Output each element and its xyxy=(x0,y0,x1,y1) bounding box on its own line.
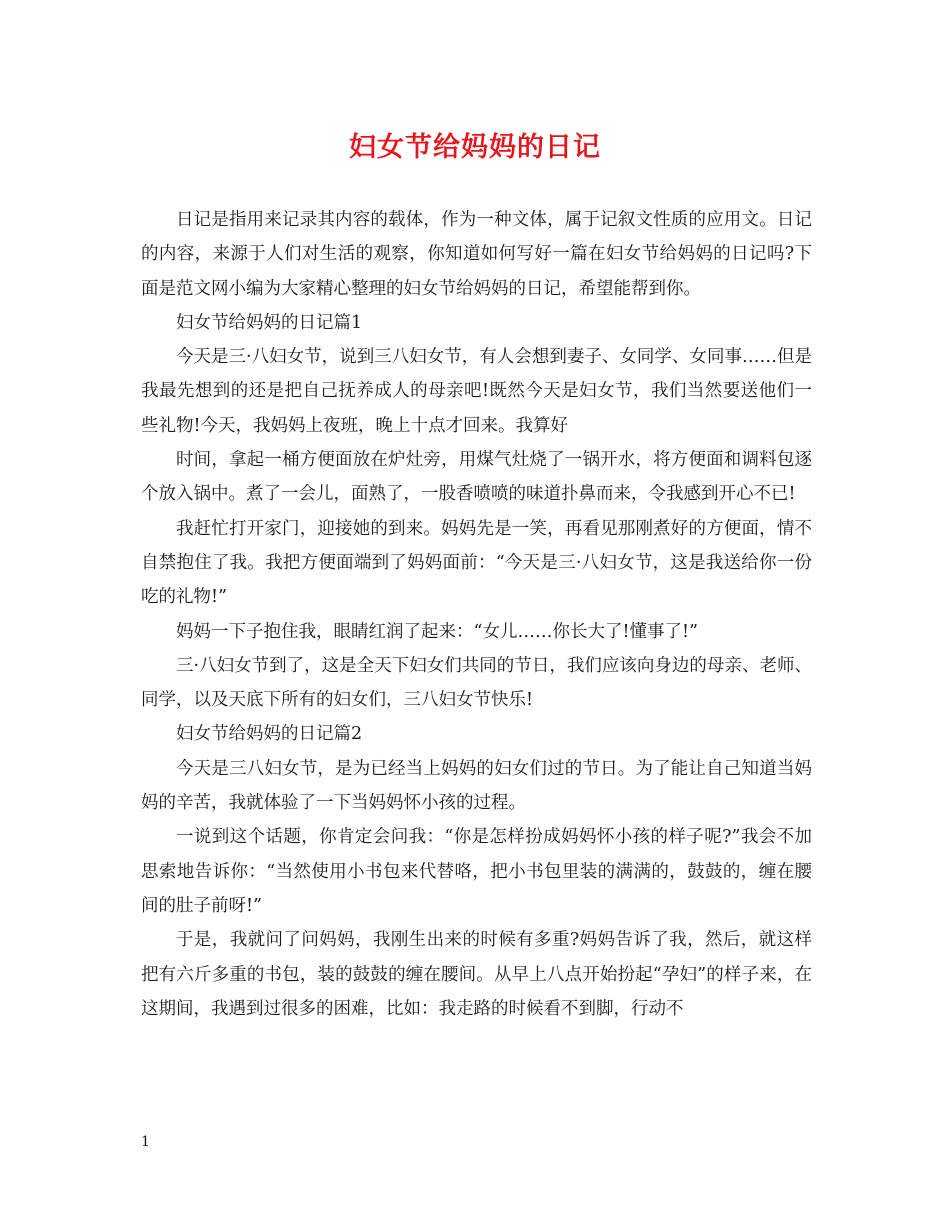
paragraph: 我赶忙打开家门，迎接她的到来。妈妈先是一笑，再看见那刚煮好的方便面，情不自禁抱住了我。我把方便面端到了妈妈面前：“今天是三·八妇女节，这是我送给你一份吃的礼物!” xyxy=(141,518,812,608)
paragraph-intro: 日记是指用来记录其内容的载体，作为一种文体，属于记叙文性质的应用文。日记的内容，来源于人们对生活的观察，你知道如何写好一篇在妇女节给妈妈的日记吗?下面是范文网小编为大家精心整理的妇女节给妈妈的日记，希望能帮到你。 xyxy=(141,210,812,299)
document-title: 妇女节给妈妈的日记 xyxy=(349,132,601,163)
paragraph: 于是，我就问了问妈妈，我刚生出来的时候有多重?妈妈告诉了我，然后，就这样把有六斤多重的书包，装的鼓鼓的缠在腰间。从早上八点开始扮起“孕妇”的样子来，在这期间，我遇到过很多的困难，比如：我走路的时候看不到脚，行动不 xyxy=(141,930,812,1019)
paragraph: 一说到这个话题，你肯定会问我：“你是怎样扮成妈妈怀小孩的样子呢?”我会不加思索地告诉你：“当然使用小书包来代替咯，把小书包里装的满满的，鼓鼓的，缠在腰间的肚子前呀!” xyxy=(141,827,812,916)
page-number: 1 xyxy=(141,1134,150,1150)
document-body xyxy=(141,203,812,1026)
section-heading-1: 妇女节给妈妈的日记篇1 xyxy=(176,312,363,333)
paragraph: 三·八妇女节到了，这是全天下妇女们共同的节日，我们应该向身边的母亲、老师、同学，以及天底下所有的妇女们，三八妇女节快乐! xyxy=(141,655,812,711)
paragraph: 妈妈一下子抱住我，眼睛红润了起来：“女儿……你长大了!懂事了!” xyxy=(176,621,698,642)
section-heading-2: 妇女节给妈妈的日记篇2 xyxy=(176,724,363,745)
paragraph: 今天是三八妇女节，是为已经当上妈妈的妇女们过的节日。为了能让自己知道当妈妈的辛苦，我就体验了一下当妈妈怀小孩的过程。 xyxy=(141,758,812,814)
paragraph: 今天是三·八妇女节，说到三八妇女节，有人会想到妻子、女同学、女同事……但是我最先想到的还是把自己抚养成人的母亲吧!既然今天是妇女节，我们当然要送他们一些礼物!今天，我妈妈上夜班，晚上十点才回来。我算好 xyxy=(141,347,812,436)
paragraph: 时间，拿起一桶方便面放在炉灶旁，用煤气灶烧了一锅开水，将方便面和调料包逐个放入锅中。煮了一会儿，面熟了，一股香喷喷的味道扑鼻而来，令我感到开心不已! xyxy=(141,450,812,505)
